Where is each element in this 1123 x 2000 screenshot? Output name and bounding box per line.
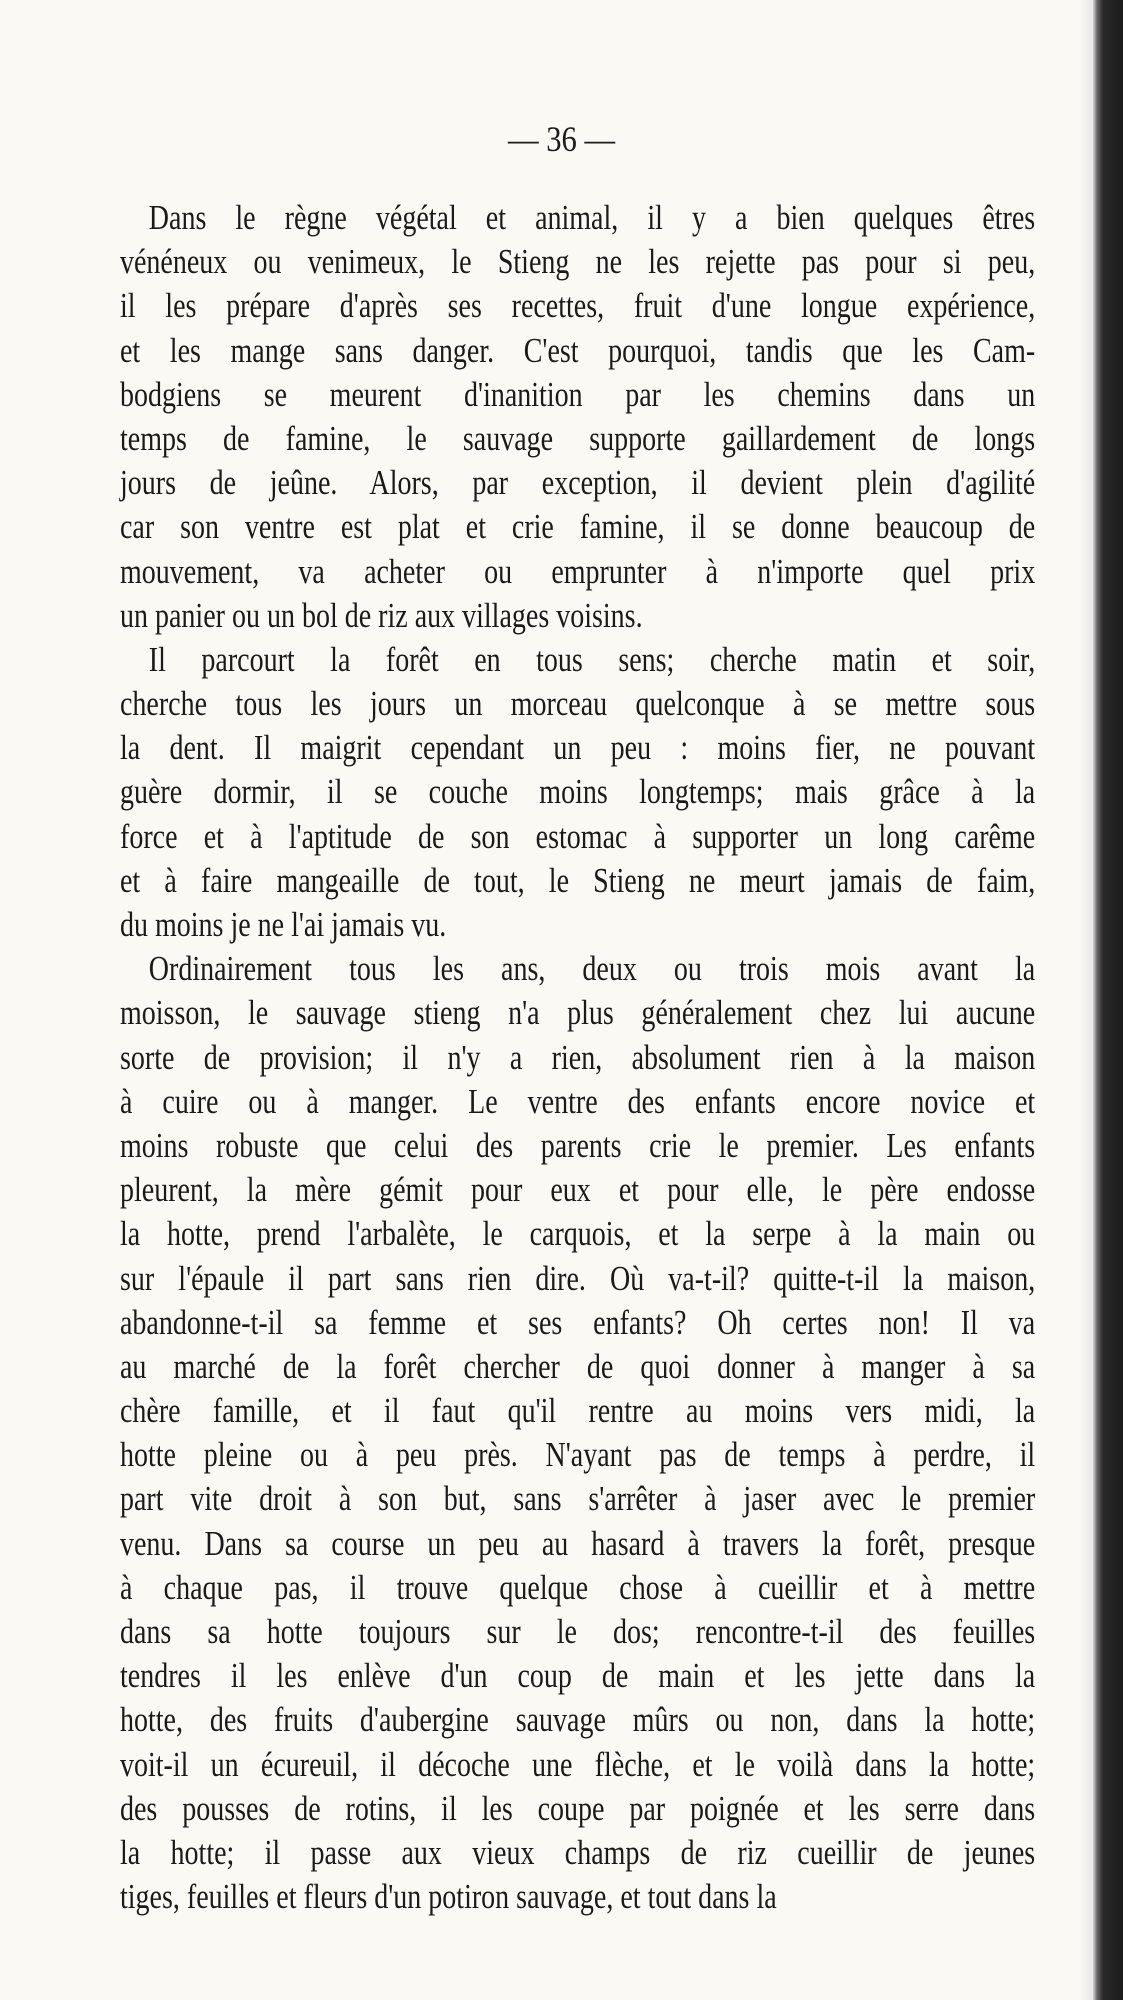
page-number: — 36 — bbox=[507, 119, 616, 159]
text-line: hotte, des fruits d'aubergine sauvage mûrs ou non, dans la hotte; bbox=[120, 1700, 1036, 1740]
text-line: et à faire mangeaille de tout, le Stieng ne meurt jamais de faim, bbox=[120, 860, 1036, 900]
text-line: tendres il les enlève d'un coup de main et les jette dans la bbox=[120, 1656, 1036, 1696]
text-line: au marché de la forêt chercher de quoi donner à manger à sa bbox=[120, 1346, 1036, 1386]
text-line: Dans le règne végétal et animal, il y a bien quelques êtres bbox=[148, 198, 1036, 237]
text-line: à chaque pas, il trouve quelque chose à cueillir et à mettre bbox=[120, 1567, 1036, 1607]
text-line: chère famille, et il faut qu'il rentre au moins vers midi, la bbox=[120, 1391, 1036, 1431]
text-line: et les mange sans danger. C'est pourquoi, tandis que les Cam- bbox=[120, 330, 1036, 370]
text-line: des pousses de rotins, il les coupe par poignée et les serre dans bbox=[120, 1788, 1036, 1828]
text-line: un panier ou un bol de riz aux villages voisins. bbox=[120, 595, 643, 635]
text-line: pleurent, la mère gémit pour eux et pour elle, le père endosse bbox=[120, 1170, 1036, 1210]
text-line: car son ventre est plat et crie famine, il se donne beaucoup de bbox=[120, 507, 1036, 547]
page-gutter-shadow bbox=[1079, 0, 1093, 2000]
text-line: mouvement, va acheter ou emprunter à n'importe quel prix bbox=[120, 551, 1036, 591]
text-line: cherche tous les jours un morceau quelconque à se mettre sous bbox=[120, 684, 1036, 724]
text-line: la hotte, prend l'arbalète, le carquois, et la serpe à la main ou bbox=[120, 1214, 1036, 1254]
text-line: dans sa hotte toujours sur le dos; rencontre-t-il des feuilles bbox=[120, 1612, 1036, 1651]
body-text bbox=[120, 196, 1035, 1919]
text-line: temps de famine, le sauvage supporte gaillardement de longs bbox=[120, 418, 1036, 458]
text-line: voit-il un écureuil, il décoche une flèche, et le voilà dans la hotte; bbox=[120, 1744, 1036, 1784]
text-line: la hotte; il passe aux vieux champs de riz cueillir de jeunes bbox=[120, 1832, 1036, 1872]
text-line: abandonne-t-il sa femme et ses enfants? Oh certes non! Il va bbox=[120, 1302, 1036, 1342]
text-line: part vite droit à son but, sans s'arrêter à jaser avec le premier bbox=[120, 1479, 1036, 1519]
book-binding-edge bbox=[1093, 0, 1123, 2000]
paragraph bbox=[120, 947, 1035, 1919]
paragraph bbox=[120, 196, 1035, 638]
text-line: vénéneux ou venimeux, le Stieng ne les rejette pas pour si peu, bbox=[120, 242, 1036, 282]
text-line: du moins je ne l'ai jamais vu. bbox=[120, 905, 447, 944]
text-line: il les prépare d'après ses recettes, fruit d'une longue expérience, bbox=[120, 286, 1036, 326]
text-line: la dent. Il maigrit cependant un peu : moins fier, ne pouvant bbox=[120, 728, 1036, 768]
text-line: hotte pleine ou à peu près. N'ayant pas de temps à perdre, il bbox=[120, 1435, 1036, 1475]
text-line: sorte de provision; il n'y a rien, absolument rien à la maison bbox=[120, 1037, 1036, 1077]
text-line: sur l'épaule il part sans rien dire. Où va-t-il? quitte-t-il la maison, bbox=[120, 1258, 1036, 1298]
text-line: force et à l'aptitude de son estomac à supporter un long carême bbox=[120, 816, 1036, 856]
paragraph bbox=[120, 638, 1035, 947]
text-line: guère dormir, il se couche moins longtemps; mais grâce à la bbox=[120, 772, 1036, 812]
text-line: jours de jeûne. Alors, par exception, il devient plein d'agilité bbox=[120, 463, 1036, 503]
text-line: Ordinairement tous les ans, deux ou trois mois avant la bbox=[148, 949, 1036, 989]
text-line: à cuire ou à manger. Le ventre des enfants encore novice et bbox=[120, 1081, 1036, 1121]
text-line: bodgiens se meurent d'inanition par les chemins dans un bbox=[120, 374, 1036, 414]
text-line: moins robuste que celui des parents crie le premier. Les enfants bbox=[120, 1125, 1036, 1165]
text-line: venu. Dans sa course un peu au hasard à travers la forêt, presque bbox=[120, 1523, 1036, 1563]
text-line: Il parcourt la forêt en tous sens; cherche matin et soir, bbox=[148, 639, 1036, 679]
text-line: moisson, le sauvage stieng n'a plus généralement chez lui aucune bbox=[120, 993, 1036, 1033]
text-line: tiges, feuilles et fleurs d'un potiron sauvage, et tout dans la bbox=[120, 1877, 777, 1917]
